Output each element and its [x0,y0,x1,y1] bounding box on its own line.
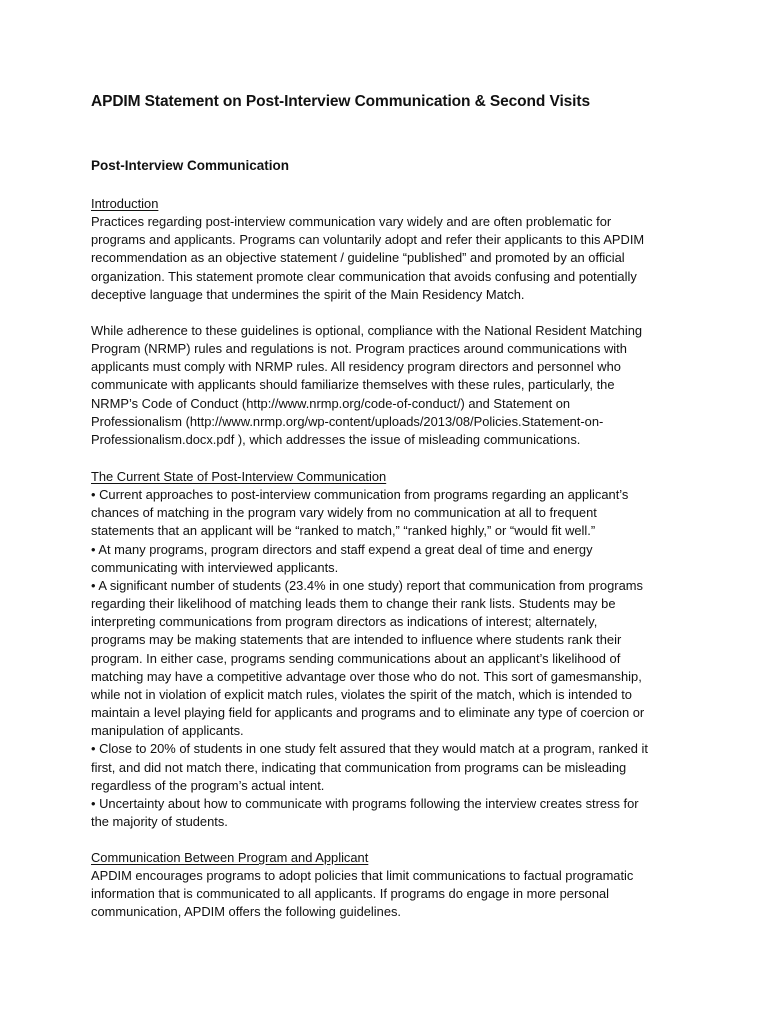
paragraph-line: Professionalism.docx.pdf ), which addresses the issue of misleading communications. [91,431,581,447]
current-state-heading: The Current State of Post-Interview Communication [91,469,387,484]
bullet-line: • A significant number of students (23.4% in one study) report that communication from programs [91,577,643,593]
paragraph-line: recommendation as an objective statement / guideline “published” and promoted by an official [91,250,625,266]
bullet-line: chances of matching in the program vary widely from no communication at all to frequent [91,505,597,521]
communication-heading: Communication Between Program and Applicant [91,850,369,865]
bullet-line: program. In either case, programs sending communications about an applicant’s likelihood of [91,650,621,666]
paragraph-line: programs and applicants. Programs can voluntarily adopt and refer their applicants to this APDIM [91,232,645,248]
paragraph-line: applicants must comply with NRMP rules. All residency program directors and personnel who [91,359,621,375]
paragraph-line: APDIM encourages programs to adopt policies that limit communications to factual programatic [91,868,634,884]
paragraph-line: communicate with applicants should familiarize themselves with these rules, particularly, the [91,377,615,393]
paragraph-line: While adherence to these guidelines is optional, compliance with the National Resident Matching [91,323,643,338]
bullet-line: regarding their likelihood of matching leads them to change their rank lists. Students may be [91,596,616,612]
bullet-line: matching may have a competitive advantage over those who do not. This sort of gamesmanship, [91,668,642,684]
bullet-line: while not in violation of explicit match rules, violates the spirit of the match, which is intended to [91,686,632,702]
bullet-line: statements that an applicant will be “ranked to match,” “ranked highly,” or “would fit well.” [91,523,596,539]
paragraph-line: organization. This statement promote clear communication that avoids confusing and potentially [91,268,637,284]
bullet-line: interpreting communications from program directors as indications of interest; alternately, [91,614,598,630]
paragraph-line: deceptive language that undermines the spirit of the Main Residency Match. [91,286,525,302]
bullet-line: • Current approaches to post-interview communication from programs regarding an applicant’s [91,487,629,503]
paragraph-line: Professionalism (http://www.nrmp.org/wp-content/uploads/2013/08/Policies.Statement-on- [91,413,604,429]
introduction-heading: Introduction [91,196,159,211]
bullet-line: • Uncertainty about how to communicate with programs following the interview creates stress for [91,795,639,811]
section-heading: Post-Interview Communication [91,158,290,173]
communication-section [91,849,691,922]
paragraph-line: NRMP’s Code of Conduct (http://www.nrmp.org/code-of-conduct/) and Statement on [91,395,571,411]
current-state-section [91,468,691,831]
paragraph-line: information that is communicated to all applicants. If programs do engage in more personal [91,886,610,902]
bullet-line: the majority of students. [91,813,228,829]
paragraph-line: Program (NRMP) rules and regulations is not. Program practices around communications with [91,341,627,357]
compliance-paragraph [91,322,691,449]
bullet-line: regardless of the program’s actual intent. [91,777,325,793]
paragraph-line: Practices regarding post-interview communication vary widely and are often problematic for [91,214,612,230]
bullet-line: programs may be making statements that are intended to influence where students rank their [91,632,622,648]
paragraph-line: communication, APDIM offers the following guidelines. [91,904,402,920]
bullet-line: first, and did not match there, indicating that communication from programs can be misleading [91,759,627,775]
document-title: APDIM Statement on Post-Interview Communication & Second Visits [91,93,590,110]
bullet-line: manipulation of applicants. [91,723,244,739]
bullet-line: maintain a level playing field for applicants and programs and to eliminate any type of coercion or [91,705,645,721]
bullet-line: communicating with interviewed applicants. [91,559,339,575]
bullet-line: • Close to 20% of students in one study felt assured that they would match at a program, ranked it [91,741,648,757]
introduction-section [91,195,691,304]
bullet-line: • At many programs, program directors and staff expend a great deal of time and energy [91,541,593,557]
